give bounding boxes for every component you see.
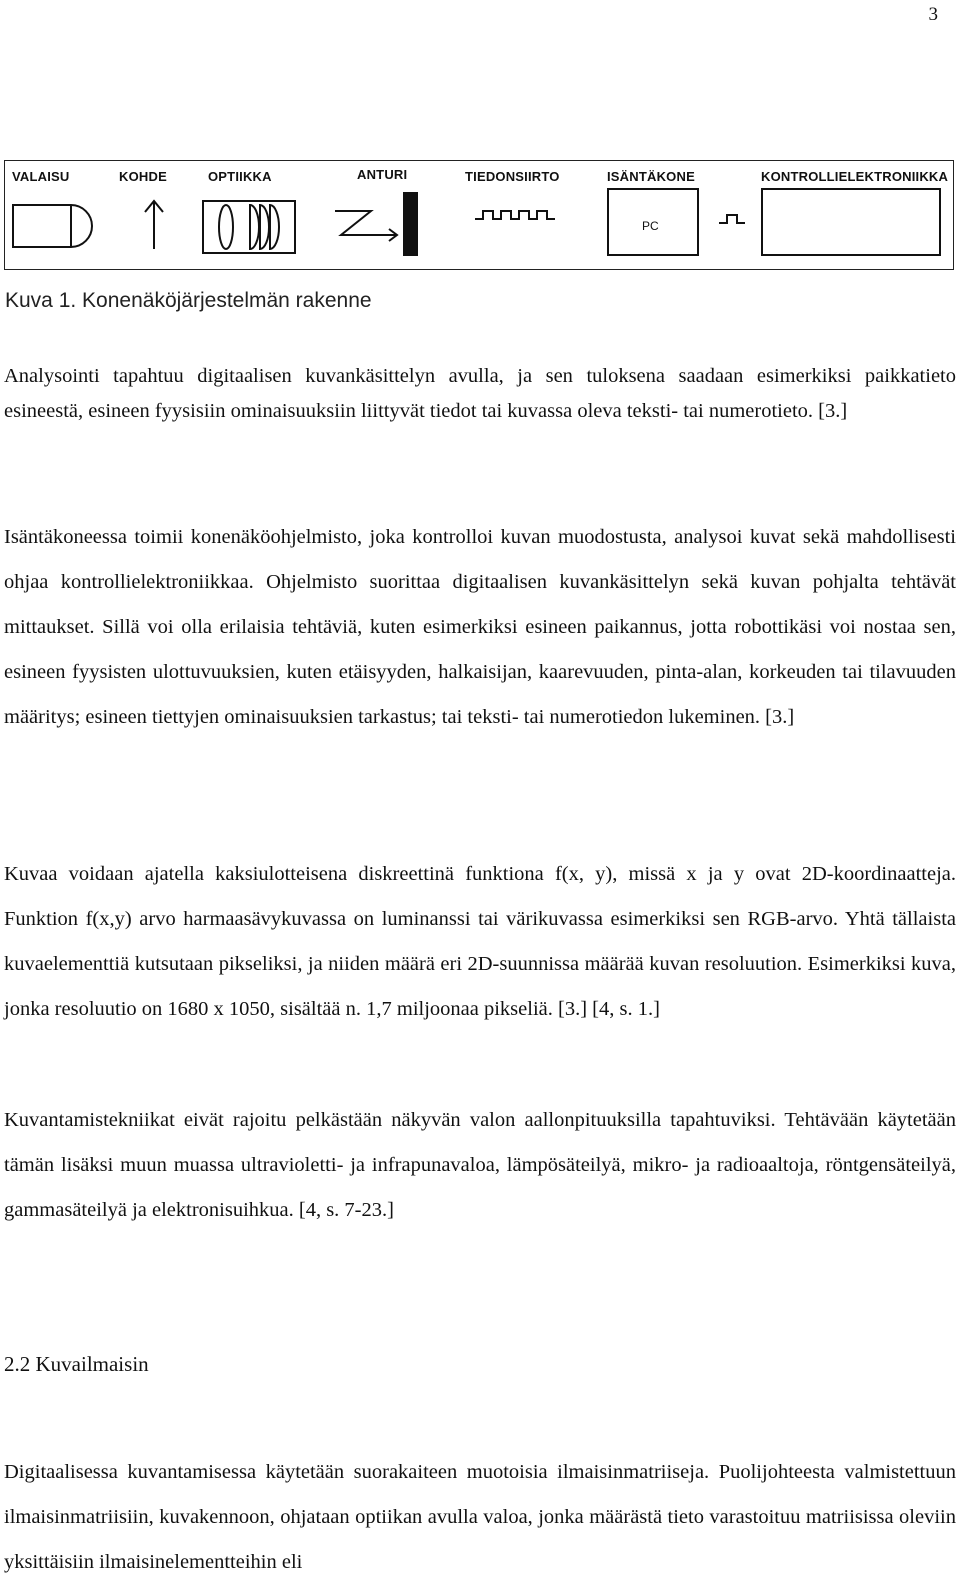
figure-caption: Kuva 1. Konenäköjärjestelmän rakenne	[5, 289, 372, 312]
label-isantakone: ISÄNTÄKONE	[607, 169, 695, 184]
paragraph-host-software: Isäntäkoneessa toimii konenäköohjelmisto, joka kontrolloi kuvan muodostusta, analysoi kuvat sekä mahdollisesti ohjaa kontrollielektroniikkaa. Ohjelmisto suorittaa digitaalisen kuvankäsittelyn sekä kuvan pohjalta tehtävät mittaukset. Sillä voi olla erilaisia tehtäviä, kuten esimerkiksi esineen paikannus, jotta robottikäsi voi nostaa sen, esineen fyysisten ulottuvuuksien, kuten etäisyyden, halkaisijan, kaarevuuden, pinta-alan, korkeuden tai tilavuuden määritys; esineen tiettyjen ominaisuuksien tarkastus; tai teksti- tai numerotiedon lukeminen. [3.]	[4, 526, 956, 728]
label-anturi: ANTURI	[357, 167, 408, 182]
paragraph-analysis: Analysointi tapahtuu digitaalisen kuvankäsittelyn avulla, ja sen tuloksena saadaan esimerkiksi paikkatieto esineestä, esineen fyysisiin ominaisuuksiin liittyvät tiedot tai kuvassa oleva teksti- tai numerotieto. [3.]	[4, 365, 956, 422]
control-box-icon	[762, 189, 940, 255]
lamp-icon	[13, 205, 92, 247]
paragraph-image-function: Kuvaa voidaan ajatella kaksiulotteisena diskreettinä funktiona f(x, y), missä x ja y ovat 2D-koordinaatteja. Funktion f(x,y) arvo harmaasävykuvassa on luminanssi tai värikuvassa esimerkiksi sen RGB-arvo. Yhtä tällaista kuvaelementtiä kutsutaan pikseliksi, ja niiden määrä eri 2D-suunnissa määrää kuvan resoluution. Esimerkiksi kuva, jonka resoluutio on 1680 x 1050, sisältää n. 1,7 miljoonaa pikseliä. [3.] [4, s. 1.]	[4, 863, 956, 1020]
page-number: 3	[928, 4, 938, 25]
lens-icon	[203, 201, 295, 253]
small-pulse-icon	[719, 215, 745, 223]
signal-pulse-icon	[475, 211, 555, 219]
section-heading: 2.2 Kuvailmaisin	[4, 1352, 149, 1376]
label-kontrollielektroniikka: KONTROLLIELEKTRONIIKKA	[761, 169, 949, 184]
label-tiedonsiirto: TIEDONSIIRTO	[465, 169, 560, 184]
system-structure-figure	[4, 160, 954, 270]
paragraph-imaging-techniques: Kuvantamistekniikat eivät rajoitu pelkästään näkyvän valon aallonpituuksilla tapahtuviksi. Tehtävään käytetään tämän lisäksi muun muassa ultravioletti- ja infrapunavaloa, lämpösäteilyä, mikro- ja radioaaltoja, röntgensäteilyä, gammasäteilyä ja elektronisuihkua. [4, s. 7-23.]	[4, 1109, 956, 1221]
label-valaisu: VALAISU	[12, 169, 70, 184]
label-optiikka: OPTIIKKA	[208, 169, 272, 184]
paragraph-detector: Digitaalisessa kuvantamisessa käytetään suorakaiteen muotoisia ilmaisinmatriiseja. Puolijohteesta valmistettuun ilmaisinmatriisiin, kuvakennoon, ohjataan optiikan avulla valoa, jonka määrästä tieto varastoituu matriisissa oleviin yksittäisiin ilmaisinelementteihin eli	[4, 1461, 956, 1573]
label-kohde: KOHDE	[119, 169, 167, 184]
sensor-icon	[335, 193, 417, 255]
arrow-up-icon	[145, 201, 163, 249]
pc-label: PC	[642, 219, 659, 233]
